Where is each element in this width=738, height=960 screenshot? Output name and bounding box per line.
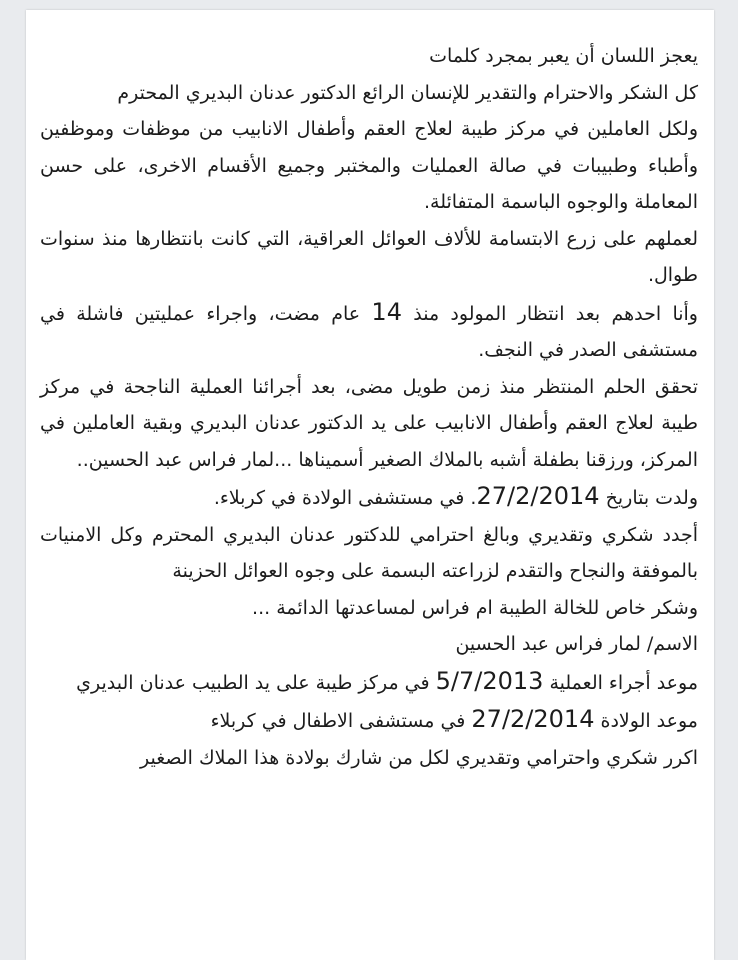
operation-text-start: موعد أجراء العملية: [543, 671, 698, 694]
closing-line: اكرر شكري واحترامي وتقديري لكل من شارك بولادة هذا الملاك الصغير: [139, 746, 698, 769]
birth-date: 27/2/2014: [476, 482, 600, 510]
waiting-text-start: وأنا احدهم بعد انتظار المولود منذ: [401, 302, 698, 325]
birth-text-end: . في مستشفى الولادة في كربلاء.: [213, 487, 477, 509]
birth-text-start: ولدت بتاريخ: [599, 487, 698, 509]
operation-date-line: [40, 663, 698, 702]
delivery-date: 27/2/2014: [471, 705, 595, 733]
birth-line: [40, 478, 698, 517]
letter-body: [40, 38, 698, 776]
delivery-text-start: موعد الولادة: [594, 710, 698, 732]
thanks-doctor-paragraph: كل الشكر والاحترام والتقدير للإنسان الرائع الدكتور عدنان البديري المحترم: [117, 81, 698, 104]
name-line: الاسم/ لمار فراس عبد الحسين: [455, 633, 698, 655]
dream-paragraph: تحقق الحلم المنتظر منذ زمن طويل مضى، بعد أجرائنا العملية الناجحة في مركز طيبة لعلاج العقم وأطفال الانابيب على يد الدكتور عدنان البديري وبقية العاملين في المركز، ورزقنا بطفلة أشبه بالملاك الصغير أسميناها ...لمار فراس عبد الحسين..: [40, 375, 698, 471]
waiting-paragraph: [40, 294, 698, 369]
letter-page: [26, 10, 714, 960]
special-thanks-line: وشكر خاص للخالة الطيبة ام فراس لمساعدتها الدائمة ...: [252, 596, 698, 619]
thanks-staff-paragraph: ولكل العاملين في مركز طيبة لعلاج العقم وأطفال الانابيب من موظفات وموظفين وأطباء وطبيبات في صالة العمليات والمختبر وجميع الأقسام الاخرى، على حسن المعاملة والوجوه الباسمة المتفائلة.: [40, 118, 698, 213]
waiting-years: 14: [371, 297, 402, 326]
operation-text-end: في مركز طيبة على يد الطبيب عدنان البديري: [76, 671, 436, 694]
renewed-thanks-paragraph: أجدد شكري وتقديري وبالغ احترامي للدكتور عدنان البديري المحترم وكل الامنيات بالموفقة والنجاح والتقدم لزراعته البسمة على وجوه العوائل الحزينة: [40, 523, 698, 582]
delivery-text-end: في مستشفى الاطفال في كربلاء: [210, 710, 472, 732]
smile-paragraph: لعملهم على زرع الابتسامة للألاف العوائل العراقية، التي كانت بانتظارها منذ سنوات طوال.: [40, 227, 698, 286]
opening-line: يعجز اللسان أن يعبر بمجرد كلمات: [429, 45, 698, 67]
delivery-date-line: [40, 701, 698, 740]
operation-date: 5/7/2013: [435, 666, 544, 695]
waiting-text-end: عام مضت، واجراء عمليتين فاشلة في مستشفى الصدر في النجف.: [40, 302, 698, 361]
